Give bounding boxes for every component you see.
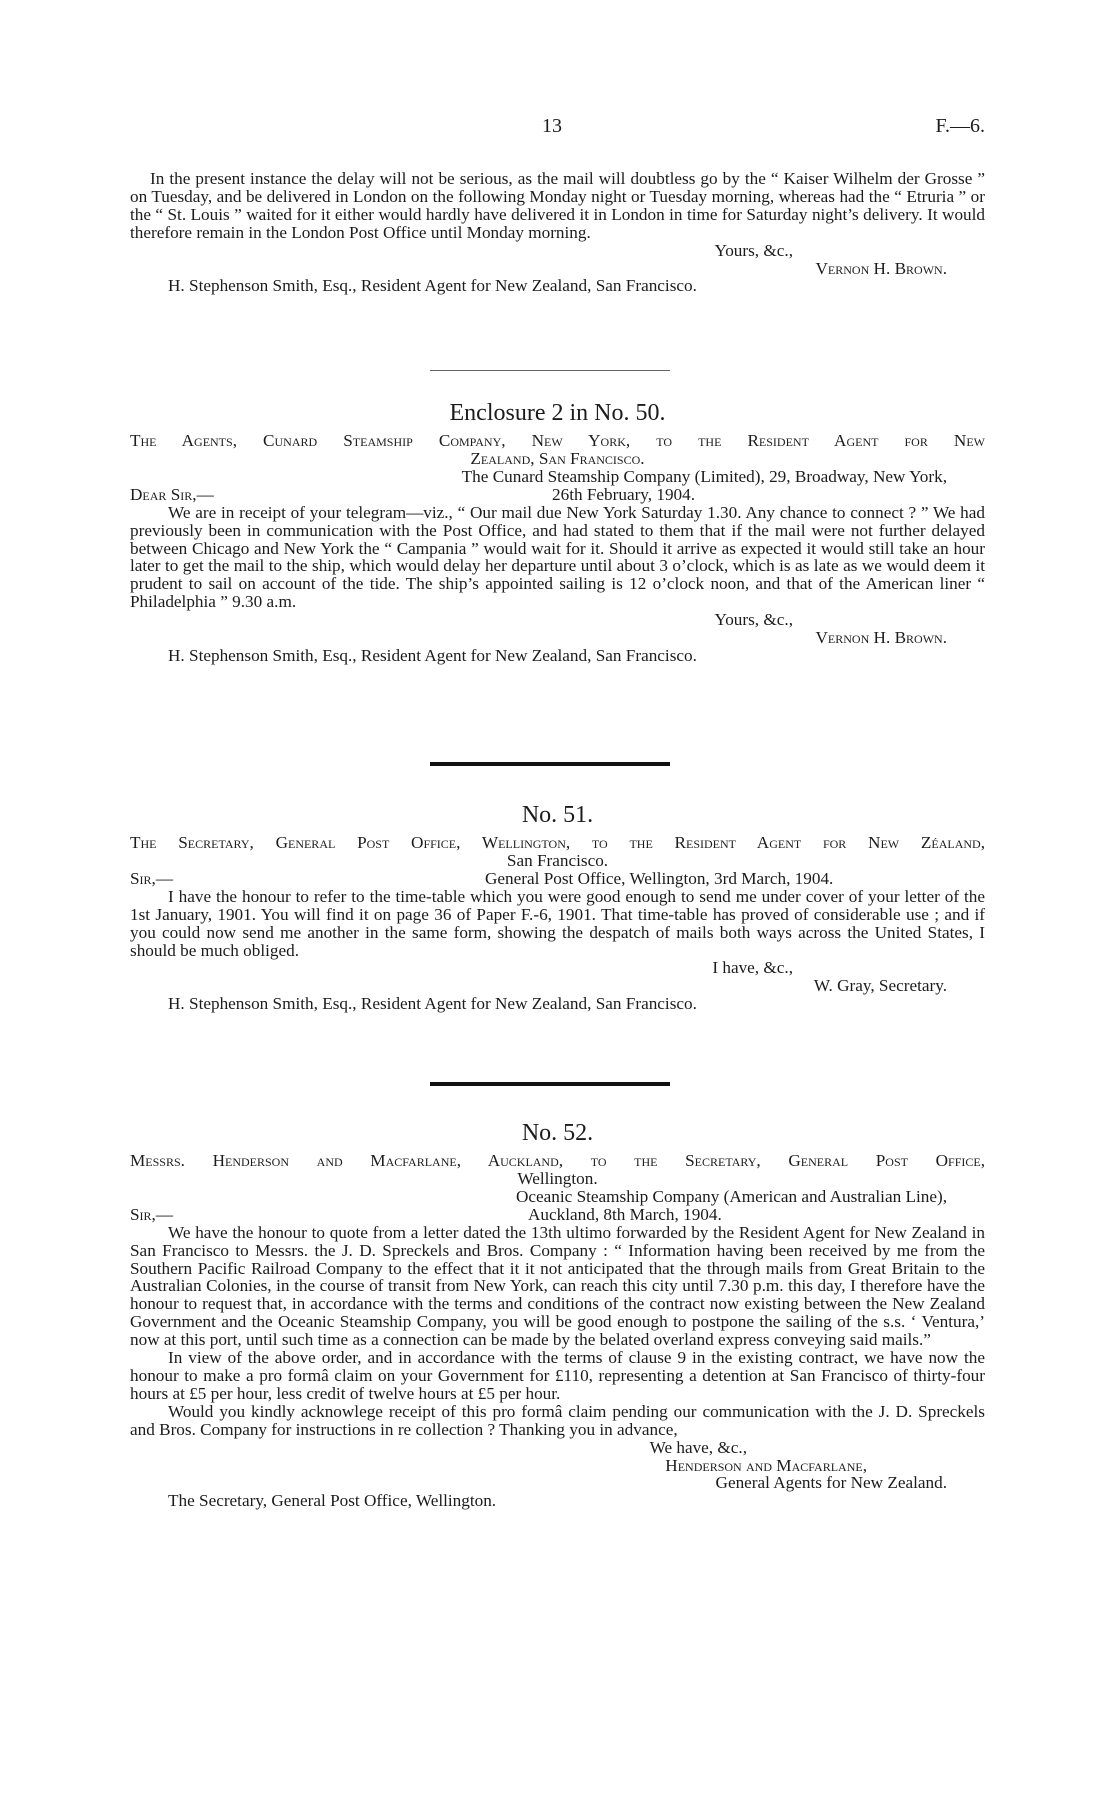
enclosure-heading: Enclosure 2 in No. 50.	[449, 400, 666, 426]
intro-letter	[130, 170, 985, 295]
page-number: 13	[542, 115, 562, 137]
no52-heading: No. 52.	[521, 1120, 594, 1146]
no51-date: General Post Office, Wellington, 3rd March, 1904.	[485, 868, 834, 888]
enclosure-from-to: The Agents, Cunard Steamship Company, New York, to the Resident Agent for New	[130, 431, 985, 450]
section-divider	[430, 1082, 670, 1086]
enclosure-date: 26th February, 1904.	[552, 484, 696, 504]
no52-address: Oceanic Steamship Company (American and Australian Line),	[516, 1186, 947, 1206]
no51-closing: I have, &c.,	[712, 958, 793, 978]
page-header	[130, 115, 985, 140]
no52-date: Auckland, 8th March, 1904.	[528, 1204, 722, 1224]
enclosure-addressee: H. Stephenson Smith, Esq., Resident Agent for New Zealand, San Francisco.	[168, 645, 697, 665]
letter-no-51	[130, 800, 985, 1013]
no51-from-to-continued: San Francisco.	[506, 850, 609, 870]
section-divider	[430, 762, 670, 766]
no51-from-to: The Secretary, General Post Office, Wellington, to the Resident Agent for New Zéaland,	[130, 833, 985, 852]
no52-from-to: Messrs. Henderson and Macfarlane, Auckland, to the Secretary, General Post Office,	[130, 1151, 985, 1170]
enclosure-salutation: Dear Sir,—	[130, 484, 214, 504]
intro-addressee: H. Stephenson Smith, Esq., Resident Agent for New Zealand, San Francisco.	[168, 276, 697, 296]
enclosure-paragraph: We are in receipt of your telegram—viz., “ Our mail due New York Saturday 1.30. Any chance to connect ? ” We had previously been in communication with the Post Office, and had stated to them that if the mail were not further delayed between Chicago and New York the “ Campania ” would wait for it. Should it arrive as expected it would still take an hour later to get the mail to the ship, which would delay her departure until about 3 o’clock, which is as late as we would deem it prudent to sail on account of the tide. The ship’s appointed sailing is 12 o’clock noon, and that of the American liner “ Philadelphia ” 9.30 a.m.	[130, 502, 985, 612]
no52-closing: We have, &c.,	[649, 1437, 747, 1457]
enclosure-closing: Yours, &c.,	[714, 610, 793, 630]
no51-heading: No. 51.	[521, 802, 594, 828]
intro-signature: Vernon H. Brown.	[815, 258, 947, 278]
intro-closing: Yours, &c.,	[714, 240, 793, 260]
enclosure-address: The Cunard Steamship Company (Limited), 29, Broadway, New York,	[461, 466, 947, 486]
no52-paragraph-3: Would you kindly acknowlege receipt of this pro formâ claim pending our communication with the J. D. Spreckels and Bros. Company for instructions in re collection ? Thanking you in advance,	[130, 1401, 985, 1439]
no52-from-to-continued: Wellington.	[517, 1168, 598, 1188]
enclosure-dateline	[130, 486, 985, 504]
no52-salutation: Sir,—	[130, 1204, 174, 1224]
intro-paragraph: In the present instance the delay will not be serious, as the mail will doubtless go by the “ Kaiser Wilhelm der Grosse ” on Tuesday, and be delivered in London on the following Monday night or Tuesday morning, whereas had the “ Etruria ” or the “ St. Louis ” waited for it either would hardly have delivered it in London in time for Saturday night’s delivery. It would therefore remain in the London Post Office until Monday morning.	[130, 169, 985, 242]
no51-signature: W. Gray, Secretary.	[813, 976, 947, 996]
enclosure-from-to-continued: Zealand, San Francisco.	[470, 448, 645, 468]
no51-salutation: Sir,—	[130, 868, 174, 888]
document-reference: F.—6.	[935, 115, 985, 137]
no51-addressee: H. Stephenson Smith, Esq., Resident Agent for New Zealand, San Francisco.	[168, 994, 697, 1014]
no52-signature: Henderson and Macfarlane,	[665, 1455, 867, 1475]
section-divider	[430, 370, 670, 371]
no51-dateline	[130, 870, 985, 888]
no51-paragraph: I have the honour to refer to the time-table which you were good enough to send me under cover of your letter of the 1st January, 1901. You will find it on page 36 of Paper F.-6, 1901. That time-table has proved of considerable use ; and if you could now send me another in the same form, showing the despatch of mails both ways across the United States, I should be much obliged.	[130, 886, 985, 960]
enclosure-letter	[130, 398, 985, 665]
letter-no-52	[130, 1118, 985, 1510]
enclosure-signature: Vernon H. Brown.	[815, 628, 947, 648]
no52-signature-title: General Agents for New Zealand.	[715, 1473, 947, 1493]
no52-paragraph-1: We have the honour to quote from a letter dated the 13th ultimo forwarded by the Resident Agent for New Zealand in San Francisco to Messrs. the J. D. Spreckels and Bros. Company : “ Information having been received by me from the Southern Pacific Railroad Company to the effect that it it not anticipated that the through mails from Great Britain to the Australian Colonies, in the course of transit from New York, can reach this city until 7.30 p.m. this day, I therefore have the honour to request that, in accordance with the terms and conditions of the contract now existing between the New Zealand Government and the Oceanic Steamship Company, you will be good enough to postpone the sailing of the s.s. ‘ Ventura,’ now at this port, until such time as a connection can be made by the belated overland express conveying said mails.”	[130, 1222, 985, 1350]
no52-addressee: The Secretary, General Post Office, Wellington.	[168, 1491, 497, 1511]
no52-dateline	[130, 1206, 985, 1224]
no52-paragraph-2: In view of the above order, and in accordance with the terms of clause 9 in the existing contract, we have now the honour to make a pro formâ claim on your Government for £110, representing a detention at San Francisco of thirty-four hours at £5 per hour, less credit of twelve hours at £5 per hour.	[130, 1348, 985, 1403]
